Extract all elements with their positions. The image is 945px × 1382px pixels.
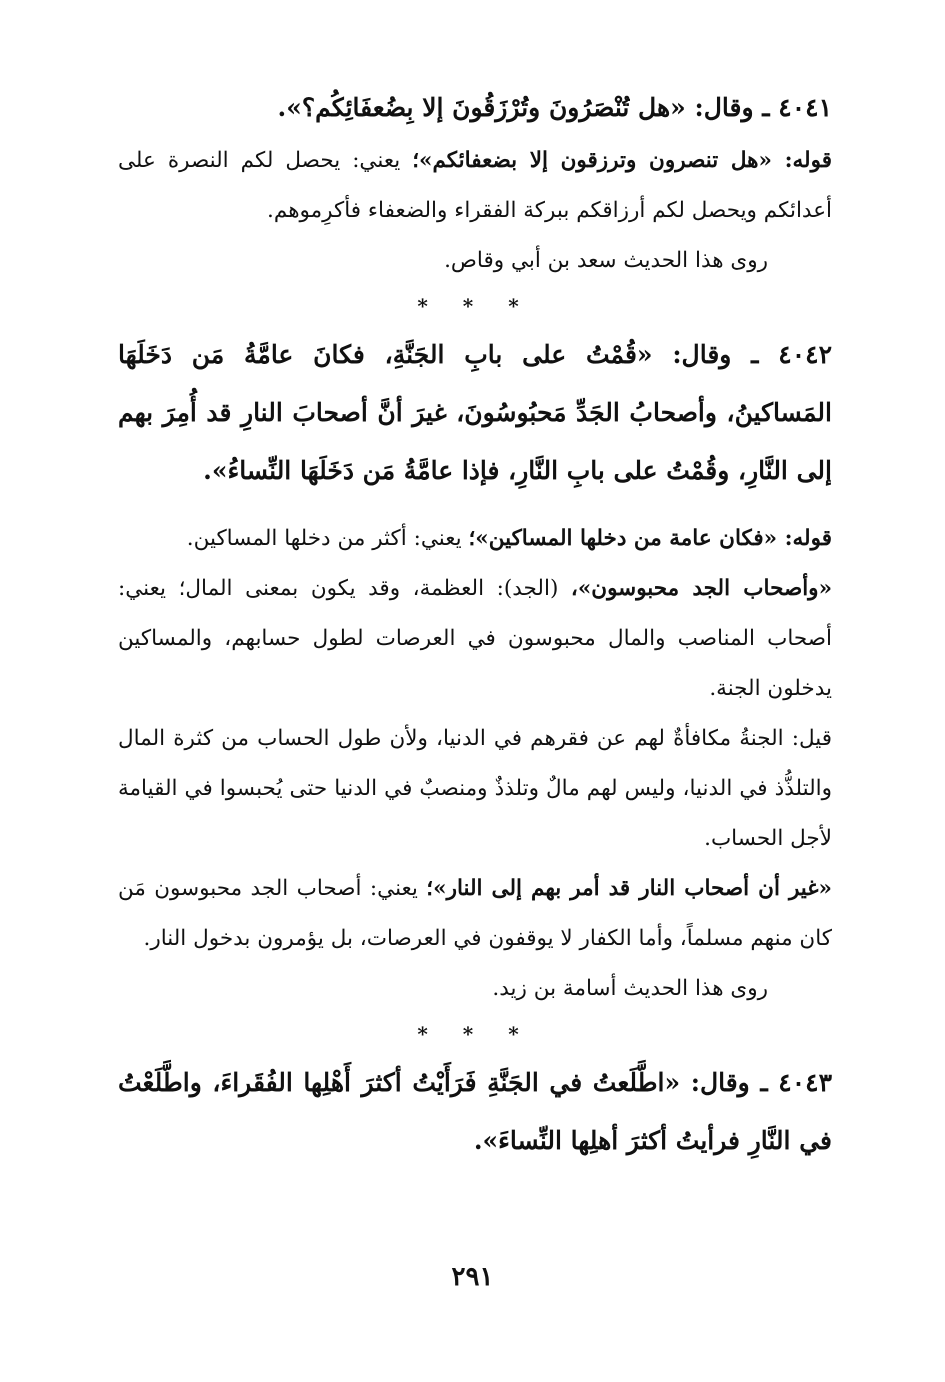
comment-text: يعني: أصحاب الجد محبوسون مَن كان منهم مسلماً، وأما الكفار لا يوقفون في العرصات، بل يؤمرون بدخول النار. (118, 876, 832, 951)
hadith-intro: ـ وقال: (680, 1068, 779, 1097)
commentary-4042-d (118, 864, 832, 964)
narrator-4042: روى هذا الحديث أسامة بن زيد. (492, 976, 768, 1001)
hadith-intro: ـ وقال: (685, 93, 779, 122)
comment-lead: قوله: (771, 148, 832, 173)
comment-text: يعني: أكثر من دخلها المساكين. (186, 526, 469, 551)
commentary-4042-a (118, 514, 832, 564)
hadith-text: «هل تُنْصَرُونَ وتُرْزَقُونَ إلا بِضُعفَائِكُم؟». (277, 93, 686, 122)
commentary-4042-b (118, 564, 832, 714)
comment-quote: «غير أن أصحاب النار قد أمر بهم إلى النار»؛ (426, 876, 832, 901)
comment-text: (الجد): العظمة، وقد يكون بمعنى المال؛ يعني: أصحاب المناصب والمال محبوسون في العرصات لطول حسابهم، والمساكين يدخلون الجنة. (118, 576, 832, 701)
hadith-number: ٤٠٤٢ (778, 340, 832, 369)
comment-quote: «وأصحاب الجد محبوسون»، (570, 576, 833, 601)
comment-text: يعني: يحصل لكم النصرة على أعدائكم ويحصل لكم أرزاقكم ببركة الفقراء والضعفاء فأكرِموهم. (118, 148, 832, 223)
hadith-number: ٤٠٤١ (778, 93, 832, 122)
hadith-4041 (118, 88, 832, 128)
hadith-text: «اطَّلَعتُ في الجَنَّةِ فَرَأَيْتُ أكثرَ أَهْلِها الفُقَراءَ، واطَّلَعْتُ في النَّارِ فرأيتُ أكثرَ أهلِها النِّساءَ». (118, 1068, 832, 1155)
narrator-4041: روى هذا الحديث سعد بن أبي وقاص. (444, 248, 768, 273)
section-separator: * * * (417, 1022, 533, 1046)
comment-quote: «فكان عامة من دخلها المساكين»؛ (468, 526, 778, 551)
commentary-4041 (118, 136, 832, 236)
section-separator: * * * (417, 294, 533, 318)
hadith-number: ٤٠٤٣ (778, 1068, 832, 1097)
hadith-4043 (118, 1054, 832, 1170)
hadith-intro: ـ وقال: (652, 340, 779, 369)
comment-quote: «هل تنصرون وترزقون إلا بضعفائكم»؛ (412, 148, 772, 173)
commentary-4042-c: قيل: الجنةُ مكافأةٌ لهم عن فقرهم في الدنيا، ولأن طول الحساب من كثرة المال والتلذُّذ في الدنيا، وليس لهم مالٌ وتلذذٌ ومنصبٌ في الدنيا حتى يُحبسوا في القيامة لأجل الحساب. (118, 726, 832, 851)
page-body (118, 88, 832, 1170)
page-number: ٢٩١ (451, 1262, 494, 1292)
hadith-4042 (118, 326, 832, 500)
comment-lead: قوله: (777, 526, 832, 551)
hadith-text: «قُمْتُ على بابِ الجَنَّةِ، فكانَ عامَّةُ مَن دَخَلَهَا المَساكينُ، وأصحابُ الجَدِّ مَحبُوسُونَ، غيرَ أنَّ أصحابَ النارِ قد أُمِرَ بهم إلى النَّارِ، وقُمْتُ على بابِ النَّارِ، فإذا عامَّةُ مَن دَخَلَهَا النِّساءُ». (118, 340, 832, 485)
